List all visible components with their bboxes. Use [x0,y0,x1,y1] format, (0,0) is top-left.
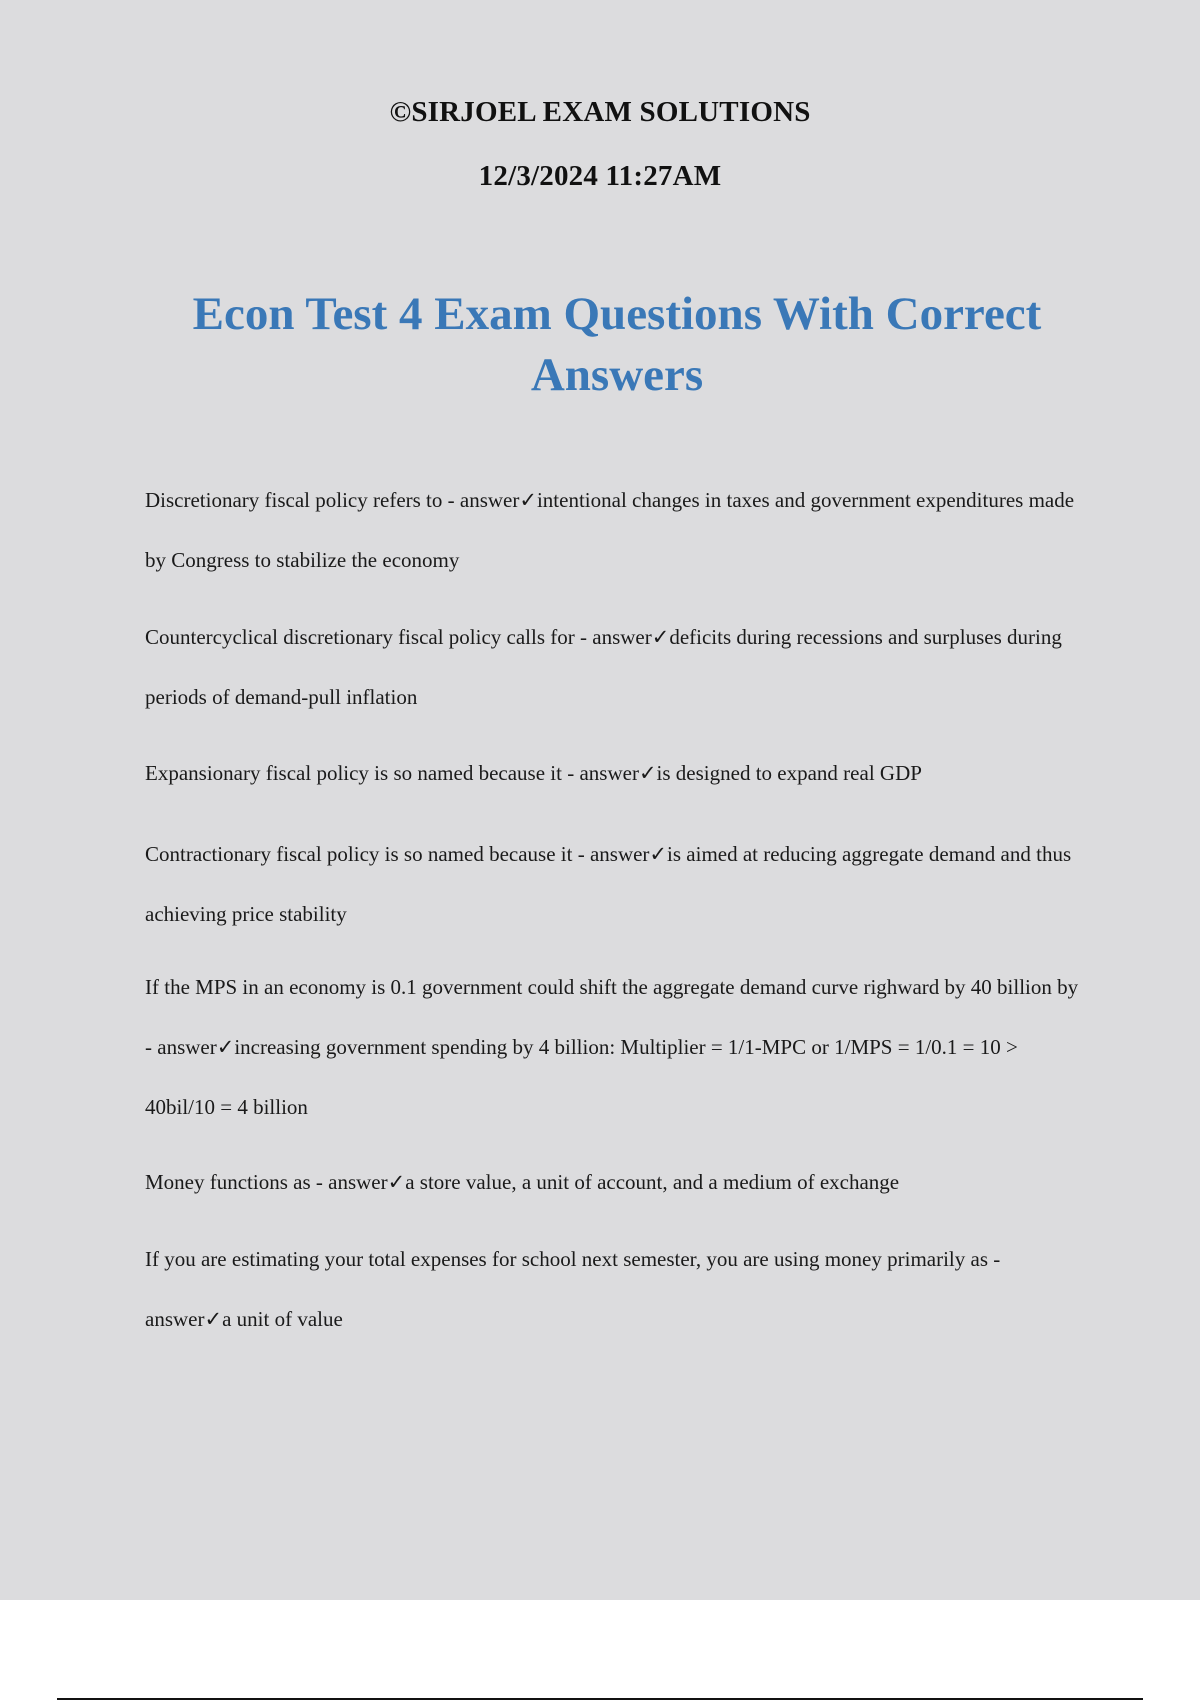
answer-text: a store value, a unit of account, and a medium of exchange [405,1170,900,1194]
qa-item [145,1152,1085,1212]
checkmark-icon: ✓ [651,625,670,649]
qa-item [145,743,1085,803]
answer-text: intentional changes in taxes and government expenditures made by Congress to stabilize the economy [145,488,1075,572]
qa-item [145,824,1085,944]
document-datetime: 12/3/2024 11:27AM [478,160,722,192]
answer-text: is designed to expand real GDP [656,761,922,785]
checkmark-icon: ✓ [519,488,537,512]
answer-text: increasing government spending by 4 billion: Multiplier = 1/1-MPC or 1/MPS = 1/0.1 = 10 > 40bil/10 = 4 billion [145,1035,1018,1119]
question-text: If the MPS in an economy is 0.1 government could shift the aggregate demand curve righward by 40 billion by - answer [145,975,1079,1059]
document-title: Econ Test 4 Exam Questions With Correct Answers [192,288,1042,401]
company-header: ©SIRJOEL EXAM SOLUTIONS [389,96,811,128]
answer-text: is aimed at reducing aggregate demand and thus achieving price stability [145,842,1072,926]
qa-item [145,957,1085,1137]
checkmark-icon: ✓ [216,1035,235,1059]
answer-text: a unit of value [222,1307,343,1331]
checkmark-icon: ✓ [638,761,657,785]
question-text: Contractionary fiscal policy is so named because it - answer [145,842,650,866]
checkmark-icon: ✓ [649,842,668,866]
question-text: If you are estimating your total expenses for school next semester, you are using money primarily as - answer [145,1247,1001,1331]
question-text: Expansionary fiscal policy is so named because it - answer [145,761,639,785]
qa-item [145,470,1085,590]
question-text: Money functions as - answer [145,1170,388,1194]
answer-text: deficits during recessions and surpluses during periods of demand-pull inflation [145,625,1062,709]
qa-item [145,607,1085,727]
qa-item [145,1229,1085,1349]
question-text: Discretionary fiscal policy refers to - answer [145,488,520,512]
checkmark-icon: ✓ [387,1170,406,1194]
question-text: Countercyclical discretionary fiscal policy calls for - answer [145,625,652,649]
checkmark-icon: ✓ [204,1307,223,1331]
